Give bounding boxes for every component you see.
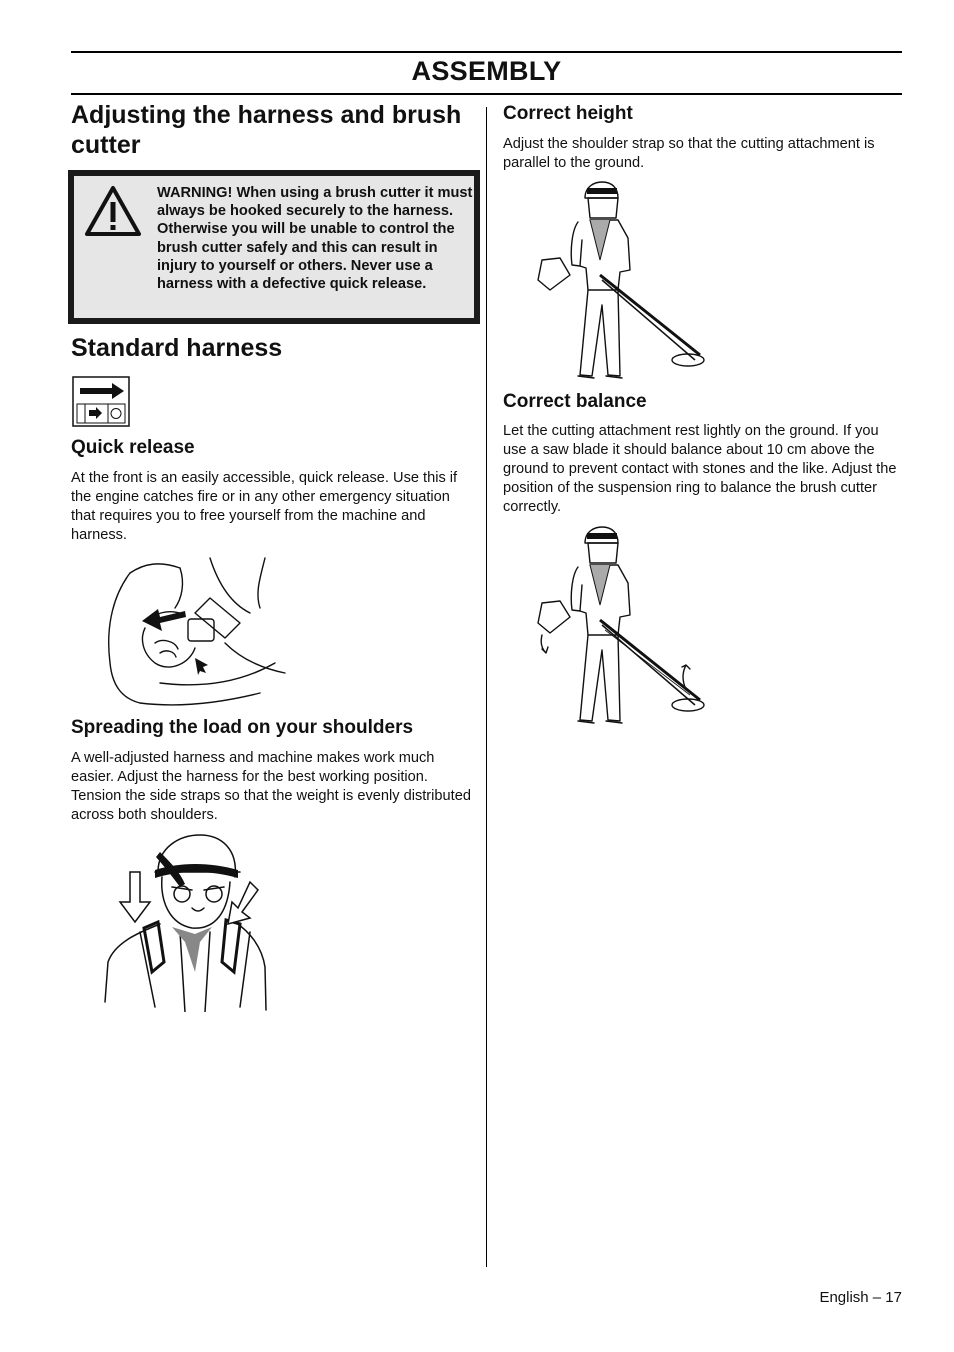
quick-release-illustration bbox=[100, 553, 290, 710]
spreading-title: Spreading the load on your shoulders bbox=[71, 717, 414, 738]
shoulder-harness-illustration bbox=[100, 832, 270, 1012]
correct-height-title: Correct height bbox=[503, 103, 633, 124]
page-footer: English – 17 bbox=[819, 1289, 902, 1306]
quick-release-text: At the front is an easily accessible, quick release. Use this if the engine catches fire or in any other emergency situation that requires you to free yourself from the machine and harness. bbox=[71, 470, 458, 543]
header-top-rule bbox=[71, 51, 902, 53]
quick-release-title: Quick release bbox=[71, 437, 195, 458]
correct-height-text: Adjust the shoulder strap so that the cutting attachment is parallel to the ground. bbox=[503, 136, 875, 171]
section-title: ASSEMBLY bbox=[411, 56, 562, 86]
correct-height-illustration bbox=[530, 180, 710, 385]
correct-balance-text: Let the cutting attachment rest lightly on the ground. If you use a saw blade it should balance about 10 cm above the ground to prevent contact with stones and the like. Adjust the position of the suspension ring to balance the brush cutter correctly. bbox=[503, 423, 897, 515]
warning-text: WARNING! When using a brush cutter it must always be hooked securely to the harness. Otherwise you will be unable to control the brush cutter safely and this can result in injury to yourself or others. Never use a harness with a defective quick release. bbox=[157, 185, 473, 293]
header-bottom-rule bbox=[71, 93, 902, 95]
spreading-text: A well-adjusted harness and machine makes work much easier. Adjust the harness for the best working position. Tension the side straps so that the weight is evenly distributed across both shoulders. bbox=[71, 750, 471, 823]
correct-balance-illustration bbox=[530, 525, 710, 730]
standard-harness-heading: Standard harness bbox=[71, 334, 283, 362]
correct-balance-title: Correct balance bbox=[503, 391, 647, 412]
warning-box bbox=[68, 170, 480, 324]
warning-triangle-icon bbox=[82, 182, 144, 240]
column-divider bbox=[486, 107, 487, 1267]
page-heading: Adjusting the harness and brush cutter bbox=[71, 101, 462, 159]
manual-reference-icon bbox=[72, 376, 130, 427]
